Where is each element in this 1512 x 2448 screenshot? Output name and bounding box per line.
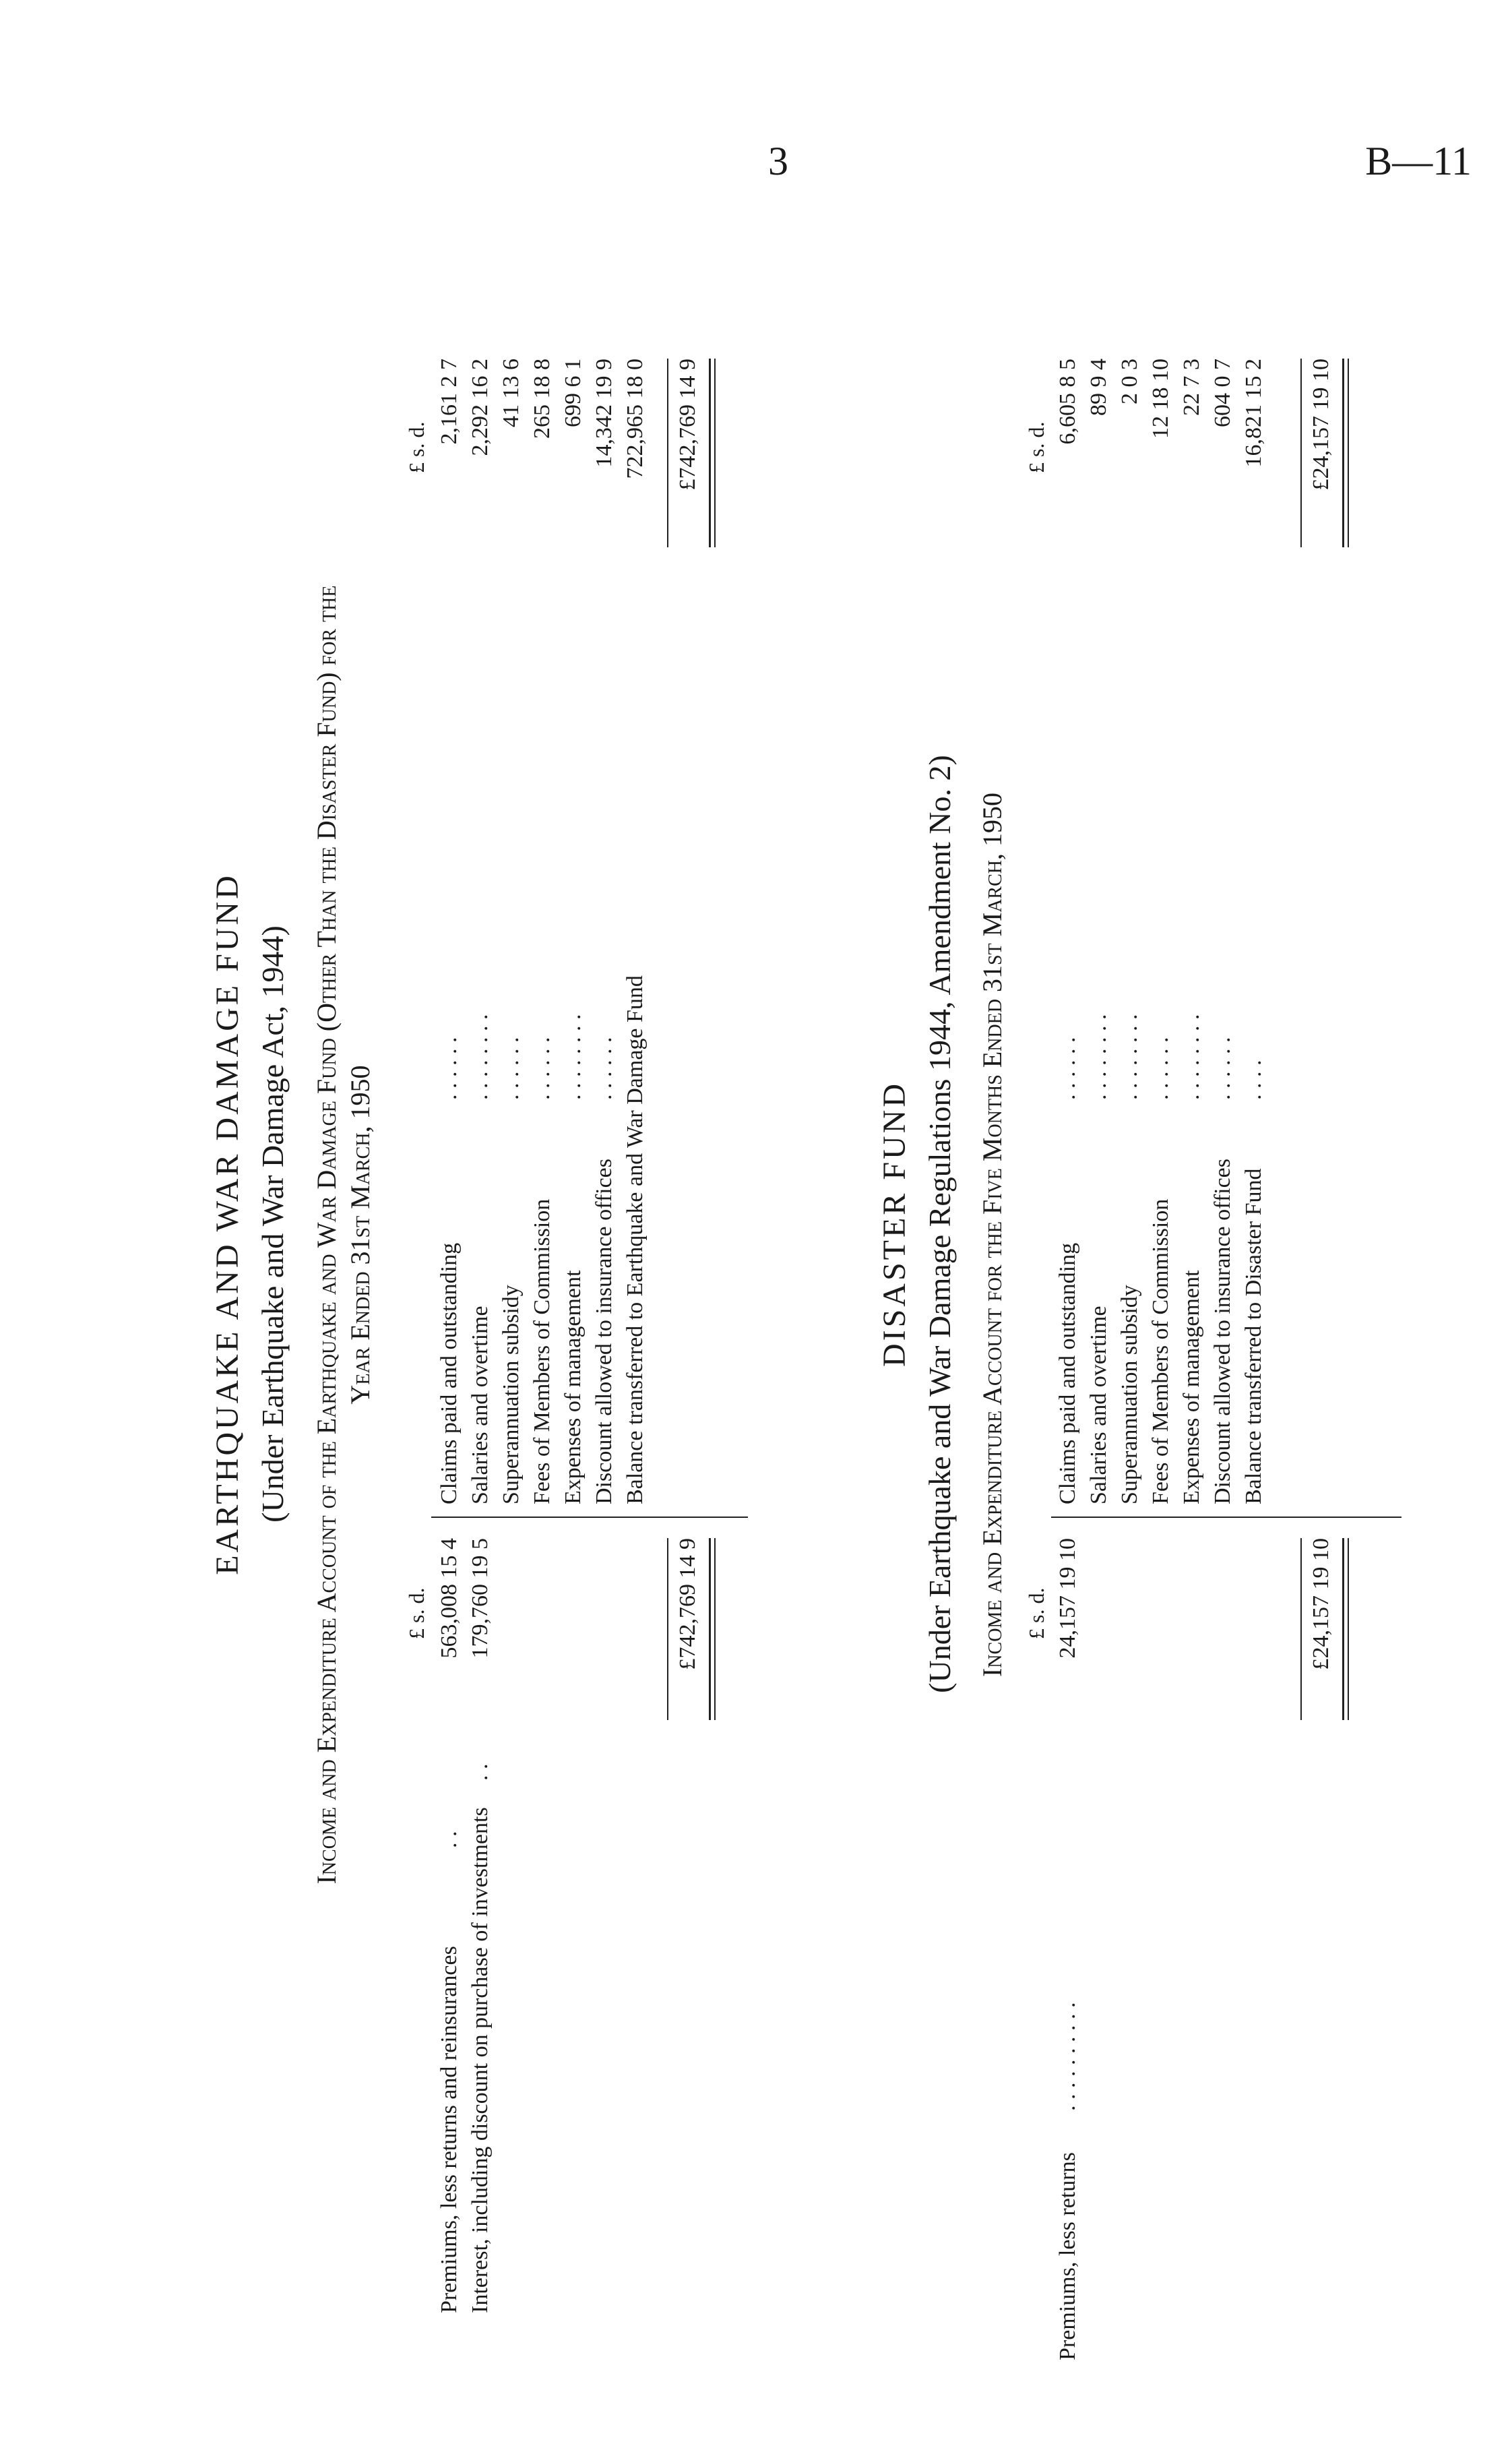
total-rule [667, 359, 668, 547]
account-title-line1: Income and Expenditure Account of the Earthquake and War Damage Fund (Other Than the Disaster Fund) for the [311, 585, 342, 1885]
expenditure-item-label: Superannuation subsidy [499, 1285, 524, 1504]
expenditure-item-amount: 2,161 2 7 [437, 359, 462, 445]
expenditure-item-label: Discount allowed to insurance offices [1210, 1158, 1235, 1504]
expenditure-item-label: Salaries and overtime [1086, 1306, 1111, 1504]
total-rule [1300, 359, 1302, 547]
expenditure-item-amount: 2 0 3 [1117, 359, 1142, 404]
income-item-leader: . . [437, 1831, 462, 1848]
total-double-rule [1342, 1538, 1344, 1720]
total-double-rule [1348, 359, 1349, 547]
expenditure-item-leader: . . . . . . . . [561, 1014, 586, 1100]
expenditure-item-leader: . . . . . . . . [1086, 1014, 1111, 1100]
income-item-amount: 24,157 19 10 [1055, 1538, 1080, 1659]
expenditure-item-amount: 6,605 8 5 [1055, 359, 1080, 445]
fund-subtitle: (Under Earthquake and War Damage Act, 1944) [255, 925, 290, 1523]
expenditure-item-label: Salaries and overtime [468, 1306, 493, 1504]
expenditure-item-amount: 604 0 7 [1210, 359, 1235, 427]
expenditure-item-leader: . . . . . . [1210, 1037, 1235, 1100]
expenditure-item-label: Claims paid and outstanding [437, 1242, 462, 1504]
expenditure-item-label: Fees of Members of Commission [1148, 1198, 1173, 1504]
page-reference: B—11 [1365, 139, 1472, 183]
income-item-label: Interest, including discount on purchase of investments [468, 1807, 493, 2313]
expenditure-item-leader: . . . . . . [437, 1037, 462, 1100]
expenditure-item-leader: . . . . . . [499, 1037, 524, 1100]
income-total: £24,157 19 10 [1309, 1538, 1333, 1670]
expenditure-item-leader: . . . . . . . . [468, 1014, 493, 1100]
expenditure-item-label: Claims paid and outstanding [1055, 1242, 1080, 1504]
expenditure-item-leader: . . . . . . [592, 1037, 617, 1100]
expenditure-item-amount: 12 18 10 [1148, 359, 1173, 439]
expenditure-item-label: Balance transferred to Disaster Fund [1241, 1168, 1266, 1504]
total-double-rule [714, 359, 716, 547]
account-title [310, 224, 377, 2246]
account-title-line2: Year Ended 31st March, 1950 [345, 1065, 375, 1405]
expenditure-item-label: Discount allowed to insurance offices [592, 1158, 617, 1504]
expenditure-item-label: Expenses of management [1179, 1270, 1204, 1504]
column-divider [1051, 1517, 1401, 1518]
income-item-leader: . . . . . . . . . . [1055, 2002, 1080, 2111]
expenditure-item-leader: . . . . . . [1148, 1037, 1173, 1100]
total-rule [667, 1538, 668, 1720]
total-double-rule [1348, 1538, 1349, 1720]
account-title: Income and Expenditure Account for the Five Months Ended 31st March, 1950 [977, 792, 1007, 1678]
column-divider [431, 1517, 748, 1518]
income-item-label: Premiums, less returns and reinsurances [437, 1946, 462, 2313]
expenditure-total: £24,157 19 10 [1309, 359, 1333, 491]
expenditure-total: £742,769 14 9 [675, 359, 700, 491]
expenditure-item-amount: 41 13 6 [499, 359, 524, 427]
income-item-leader: . . [468, 1763, 493, 1781]
expenditure-item-leader: . . . . . . . . [1179, 1014, 1204, 1100]
total-double-rule [709, 1538, 711, 1720]
income-column-head: £ s. d. [404, 1587, 429, 1639]
expenditure-item-amount: 722,965 18 0 [623, 359, 648, 479]
expenditure-column-head: £ s. d. [1024, 421, 1048, 473]
total-double-rule [714, 1538, 716, 1720]
total-double-rule [1342, 359, 1344, 547]
income-item-amount: 563,008 15 4 [437, 1538, 462, 1659]
expenditure-item-label: Balance transferred to Earthquake and War Damage Fund [623, 975, 648, 1504]
expenditure-item-amount: 14,342 19 9 [592, 359, 617, 468]
expenditure-item-amount: 16,821 15 2 [1241, 359, 1266, 468]
fund-title: EARTHQUAKE AND WAR DAMAGE FUND [210, 873, 245, 1575]
expenditure-item-amount: 699 6 1 [561, 359, 586, 427]
expenditure-item-leader: . . . . . . . . [1117, 1014, 1142, 1100]
fund-subtitle: (Under Earthquake and War Damage Regulations 1944, Amendment No. 2) [922, 755, 957, 1693]
total-double-rule [709, 359, 711, 547]
total-rule [1300, 1538, 1302, 1720]
income-item-amount: 179,760 19 5 [468, 1538, 493, 1659]
expenditure-item-amount: 22 7 3 [1179, 359, 1204, 416]
expenditure-item-amount: 2,292 16 2 [468, 359, 493, 456]
income-total: £742,769 14 9 [675, 1538, 700, 1670]
expenditure-item-amount: 265 18 8 [530, 359, 555, 439]
income-item-label: Premiums, less returns [1055, 2152, 1080, 2360]
expenditure-column-head: £ s. d. [404, 421, 429, 473]
expenditure-item-leader: . . . . [1241, 1060, 1266, 1100]
expenditure-item-label: Superannuation subsidy [1117, 1285, 1142, 1504]
expenditure-item-label: Fees of Members of Commission [530, 1198, 555, 1504]
fund-title: DISASTER FUND [877, 1080, 912, 1368]
page-number: 3 [768, 139, 788, 183]
expenditure-item-leader: . . . . . . [530, 1037, 555, 1100]
income-column-head: £ s. d. [1024, 1587, 1048, 1639]
expenditure-item-leader: . . . . . . [1055, 1037, 1080, 1100]
expenditure-item-amount: 89 9 4 [1086, 359, 1111, 416]
expenditure-item-label: Expenses of management [561, 1270, 586, 1504]
